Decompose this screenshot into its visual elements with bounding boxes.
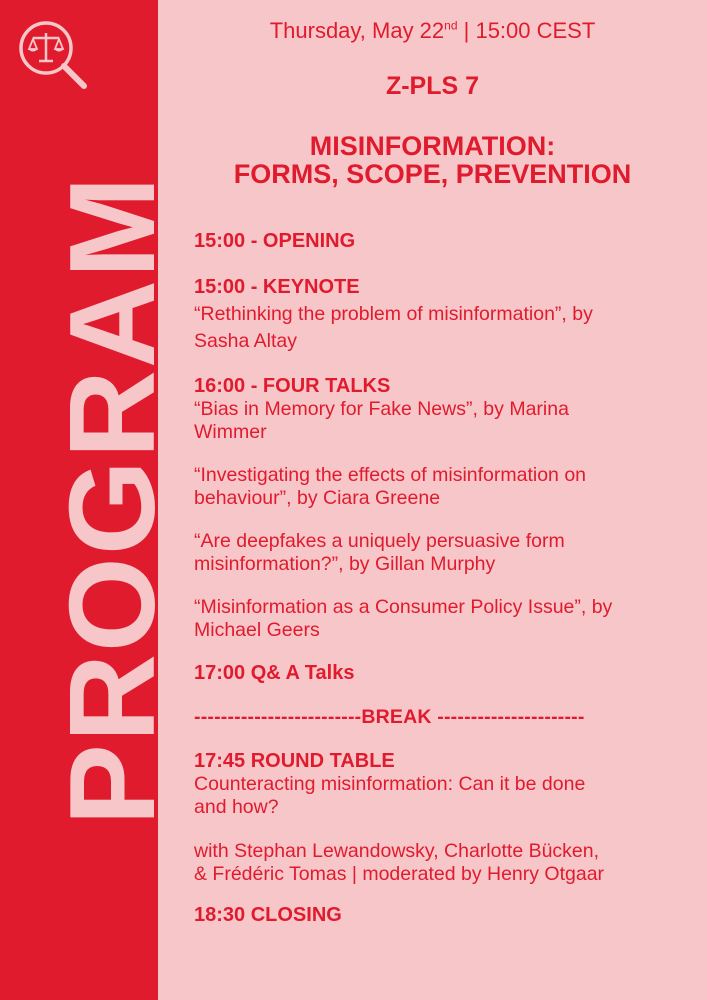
talk-4-line2: Michael Geers (194, 619, 320, 641)
round-table-title: 17:45 ROUND TABLE (194, 750, 395, 772)
four-talks-item (194, 375, 704, 444)
talk-1-line2: Wimmer (194, 421, 267, 443)
sidebar (0, 0, 180, 1000)
talk-1-line1: “Bias in Memory for Fake News”, by Marina (194, 398, 569, 420)
talk-4-line1: “Misinformation as a Consumer Policy Issue”, by (194, 596, 613, 618)
talk-3 (194, 530, 704, 576)
closing-item (194, 904, 704, 927)
qa-title: 17:00 Q& A Talks (194, 662, 355, 684)
talk-2-line2: behaviour”, by Ciara Greene (194, 487, 441, 509)
scales-magnifier-icon (14, 16, 92, 94)
round-table-topic-line1: Counteracting misinformation: Can it be done (194, 773, 586, 795)
qa-item (194, 662, 704, 685)
round-table-panel-line2: & Frédéric Tomas | moderated by Henry Otgaar (194, 863, 605, 885)
closing-title: 18:30 CLOSING (194, 904, 342, 926)
keynote-speaker: Sasha Altay (194, 330, 297, 352)
vertical-program-title: PROGRAM (44, 174, 180, 826)
keynote-talk-line1: “Rethinking the problem of misinformation”, by (194, 303, 593, 325)
event-code: Z-PLS 7 (385, 72, 480, 100)
round-table-panel-line1: with Stephan Lewandowsky, Charlotte Bücken, (194, 840, 600, 862)
event-title-line1: MISINFORMATION: (309, 131, 556, 161)
event-time: | 15:00 CEST (457, 18, 596, 43)
date-ordinal: nd (444, 18, 458, 33)
four-talks-title: 16:00 - FOUR TALKS (194, 375, 391, 397)
talk-4 (194, 596, 704, 642)
keynote-item (194, 276, 704, 353)
event-date (158, 18, 707, 44)
break-divider: -------------------------BREAK ---------------------- (194, 706, 585, 728)
round-table-panel (194, 840, 704, 886)
event-title-line2: FORMS, SCOPE, PREVENTION (233, 159, 632, 189)
date-prefix: Thursday, May 22 (269, 18, 445, 43)
talk-2-line1: “Investigating the effects of misinformation on (194, 464, 587, 486)
round-table-topic-line2: and how? (194, 796, 279, 818)
round-table-topic (194, 773, 704, 819)
talk-3-line1: “Are deepfakes a uniquely persuasive form (194, 530, 565, 552)
event-title (158, 132, 707, 188)
talk-3-line2: misinformation?”, by Gillan Murphy (194, 553, 496, 575)
opening-title: 15:00 - OPENING (194, 230, 356, 252)
program-content (158, 0, 707, 1000)
keynote-title: 15:00 - KEYNOTE (194, 276, 360, 298)
keynote-talk (194, 303, 704, 353)
round-table-item (194, 750, 704, 819)
talk-1 (194, 398, 704, 444)
opening-item (194, 230, 704, 253)
talk-2 (194, 464, 704, 510)
